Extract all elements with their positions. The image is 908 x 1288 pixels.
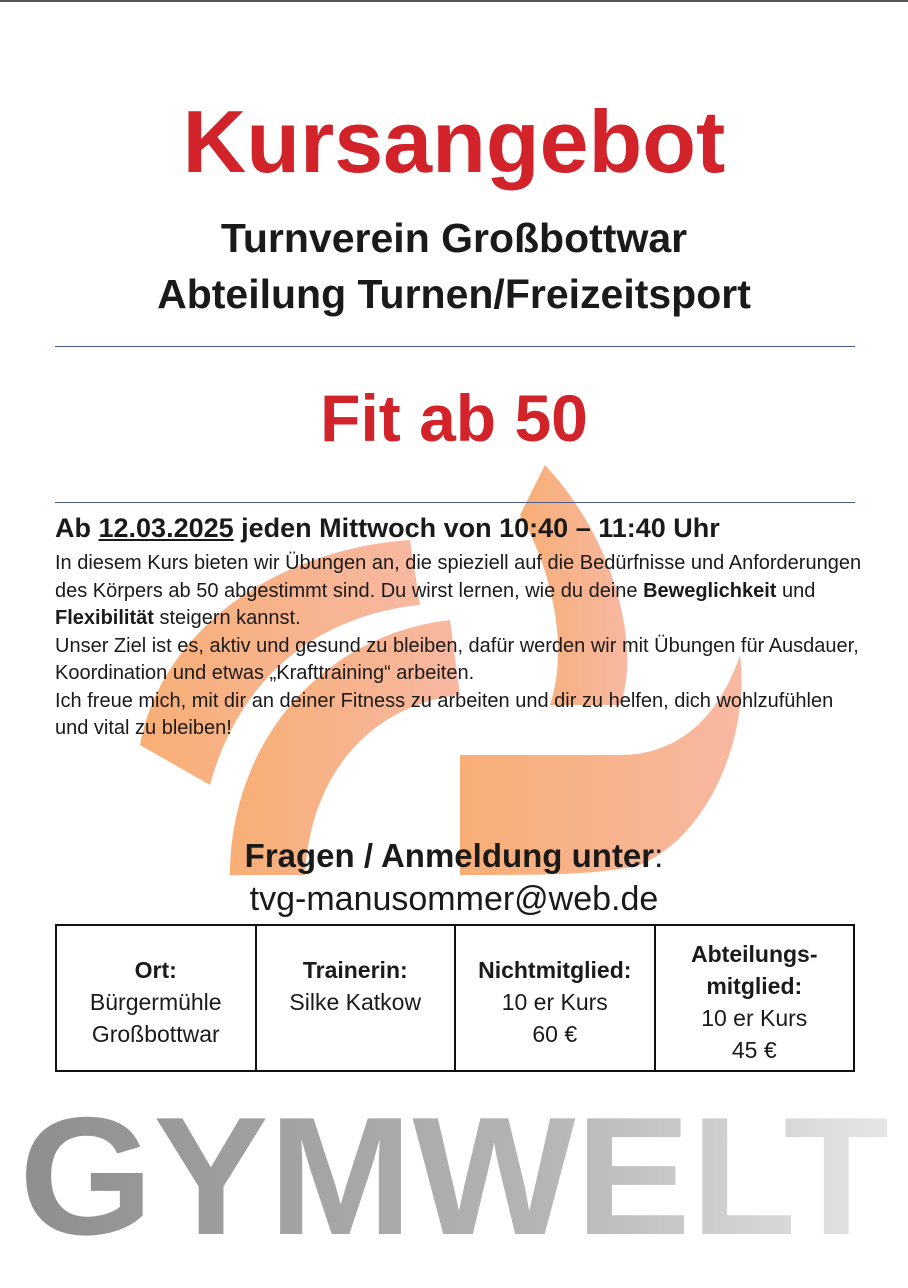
member-course: 10 er Kurs (701, 1005, 808, 1031)
nonmember-price: 60 € (532, 1021, 578, 1047)
course-title: Fit ab 50 (320, 381, 588, 455)
club-name: Turnverein Großbottwar (220, 215, 688, 261)
nonmember-course: 10 er Kurs (501, 989, 608, 1015)
member-cell (655, 925, 855, 1071)
contact-label: Fragen / Anmeldung unter (244, 837, 655, 874)
course-description (55, 550, 865, 743)
top-border-line (0, 0, 908, 2)
schedule-suffix: jeden Mittwoch von 10:40 – 11:40 Uhr (233, 513, 720, 543)
trainer-name: Silke Katkow (289, 989, 422, 1015)
location-line1: Bürgermühle (89, 989, 222, 1015)
description-text: steigern kannst. (153, 607, 301, 629)
description-bold-flexibility: Flexibilität (55, 607, 154, 629)
member-price: 45 € (731, 1037, 777, 1063)
gymwelt-logo-text: GYMWELT (19, 1090, 889, 1250)
table-row (56, 925, 854, 1071)
contact-heading (0, 834, 908, 878)
location-cell (56, 925, 256, 1071)
info-table (55, 924, 855, 1072)
location-line2: Großbottwar (91, 1021, 220, 1047)
course-schedule (55, 510, 875, 546)
start-date: 12.03.2025 (98, 513, 234, 543)
department-name: Abteilung Turnen/Freizeitsport (157, 271, 751, 317)
location-label: Ort: (134, 957, 177, 983)
description-paragraph-2: Unser Ziel ist es, aktiv und gesund zu bleiben, dafür werden wir mit Übungen für Ausdauer, Koordination und etwas „Krafttraining“ arbeiten. (55, 634, 859, 684)
member-label-line1: Abteilungs- (691, 941, 818, 967)
schedule-prefix: Ab (55, 513, 99, 543)
nonmember-label: Nichtmitglied: (478, 957, 632, 983)
description-paragraph-1 (55, 550, 865, 633)
contact-colon: : (654, 837, 664, 874)
description-text: und (776, 579, 816, 602)
contact-email[interactable]: tvg-manusommer@web.de (249, 880, 659, 918)
gymwelt-logo (0, 1090, 908, 1250)
divider-bottom (55, 502, 855, 503)
description-bold-flexibility: Beweglichkeit (643, 579, 777, 602)
page-title: Kursangebot (182, 92, 726, 191)
trainer-label: Trainerin: (302, 957, 408, 983)
nonmember-cell (455, 925, 655, 1071)
trainer-cell (256, 925, 456, 1071)
description-paragraph-3: Ich freue mich, mit dir an deiner Fitness zu arbeiten und dir zu helfen, dich wohlzufühlen und vital zu bleiben! (55, 689, 834, 739)
description-text: In diesem Kurs bieten wir Übungen an, die spieziell auf die Bedürfnisse und Anforderungen des Körpers ab 50 abgestimmt sind. Du wirst lernen, wie du deine (55, 552, 862, 602)
member-label-line2: mitglied: (706, 973, 803, 999)
divider-top (55, 346, 855, 347)
